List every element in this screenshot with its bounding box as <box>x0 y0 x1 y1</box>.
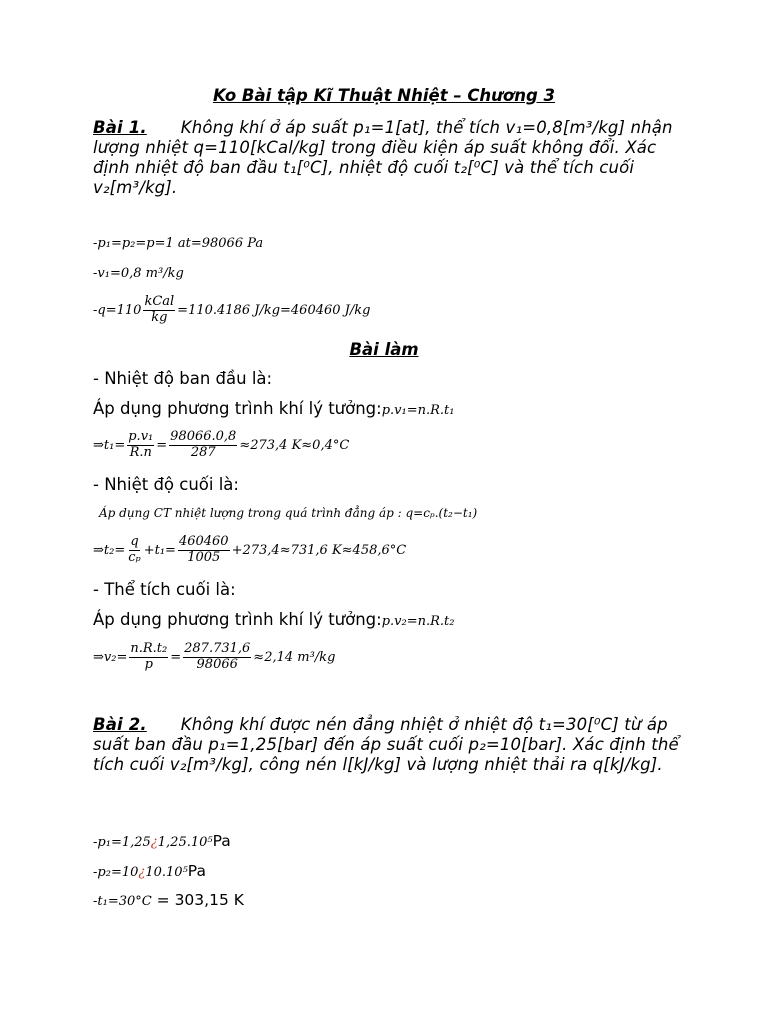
fraction: $\frac{\text{kCal}}{kg}$ <box>144 294 175 325</box>
step1-title: - Nhiệt độ ban đầu là: <box>93 369 273 388</box>
step3-law: Áp dụng phương trình khí lý tưởng:p.v₂=n.R.t₂ <box>93 610 455 629</box>
fraction: $\frac{q}{\text{cₚ}}$ <box>128 534 141 565</box>
fraction: $\frac{460460}{1005}$ <box>178 534 229 565</box>
bai2-given-p2: -p₂=10¿10.10⁵Pa <box>93 862 206 880</box>
bai1-problem <box>93 118 693 198</box>
bai1-label: Bài 1. <box>93 118 147 137</box>
broken-glyph: ¿ <box>150 835 158 850</box>
step3-calculation: ⇒v₂= $\frac{\text{n.R.t₂}}{p}$ = $\frac{287.731,6}{98066}$ ≈2,14 m³/kg <box>93 641 336 672</box>
page-title: Ko Bài tập Kĩ Thuật Nhiệt – Chương 3 <box>212 86 556 105</box>
bai1-given-heat: -q=110 $\frac{\text{kCal}}{kg}$ =110.4186 J/kg=460460 J/kg <box>93 294 371 325</box>
step2-law: Áp dụng CT nhiệt lượng trong quá trình đẳng áp : q=cₚ.(t₂−t₁) <box>99 506 478 520</box>
fraction: $\frac{\text{p.v₁}}{R.n}$ <box>128 429 154 460</box>
fraction: $\frac{98066.0,8}{287}$ <box>170 429 237 460</box>
step2-calculation: ⇒t₂= $\frac{q}{\text{cₚ}}$ +t₁= $\frac{460460}{1005}$ +273,4≈731,6 K≈458,6°C <box>93 534 407 565</box>
bai1-given-volume: -v₁=0,8 m³/kg <box>93 266 184 281</box>
step1-calculation: ⇒t₁= $\frac{\text{p.v₁}}{R.n}$ = $\frac{98066.0,8}{287}$ ≈273,4 K≈0,4°C <box>93 429 350 460</box>
bai1-given-pressure: -p₁=p₂=p=1 at=98066 Pa <box>93 236 264 251</box>
step1-law: Áp dụng phương trình khí lý tưởng:p.v₁=n.R.t₁ <box>93 399 455 418</box>
step3-title: - Thể tích cuối là: <box>93 580 236 599</box>
bai1-problem-text: Không khí ở áp suất p₁=1[at], thể tích v₁=0,8[m³/kg] nhận lượng nhiệt q=110[kCal/kg] trong điều kiện áp suất không đổi. Xác định nhiệt độ ban đầu t₁[⁰C], nhiệt độ cuối t₂[⁰C] và thể tích cuối v₂[m³/kg]. <box>93 118 673 197</box>
bai2-problem-text: Không khí được nén đẳng nhiệt ở nhiệt độ t₁=30[⁰C] từ áp suất ban đầu p₁=1,25[bar] đến áp suất cuối p₂=10[bar]. Xác định thể tích cuối v₂[m³/kg], công nén l[kJ/kg] và lượng nhiệt thải ra q[kJ/kg]. <box>93 715 679 774</box>
broken-glyph: ¿ <box>138 865 146 880</box>
step2-title: - Nhiệt độ cuối là: <box>93 475 239 494</box>
bai2-problem <box>93 715 693 775</box>
fraction: $\frac{287.731,6}{98066}$ <box>184 641 251 672</box>
bai2-label: Bài 2. <box>93 715 147 734</box>
fraction: $\frac{\text{n.R.t₂}}{p}$ <box>130 641 168 672</box>
bai2-given-t1: -t₁=30°C = 303,15 K <box>93 891 244 909</box>
bai2-given-p1: -p₁=1,25¿1,25.10⁵Pa <box>93 832 231 850</box>
solution-heading: Bài làm <box>349 340 419 359</box>
